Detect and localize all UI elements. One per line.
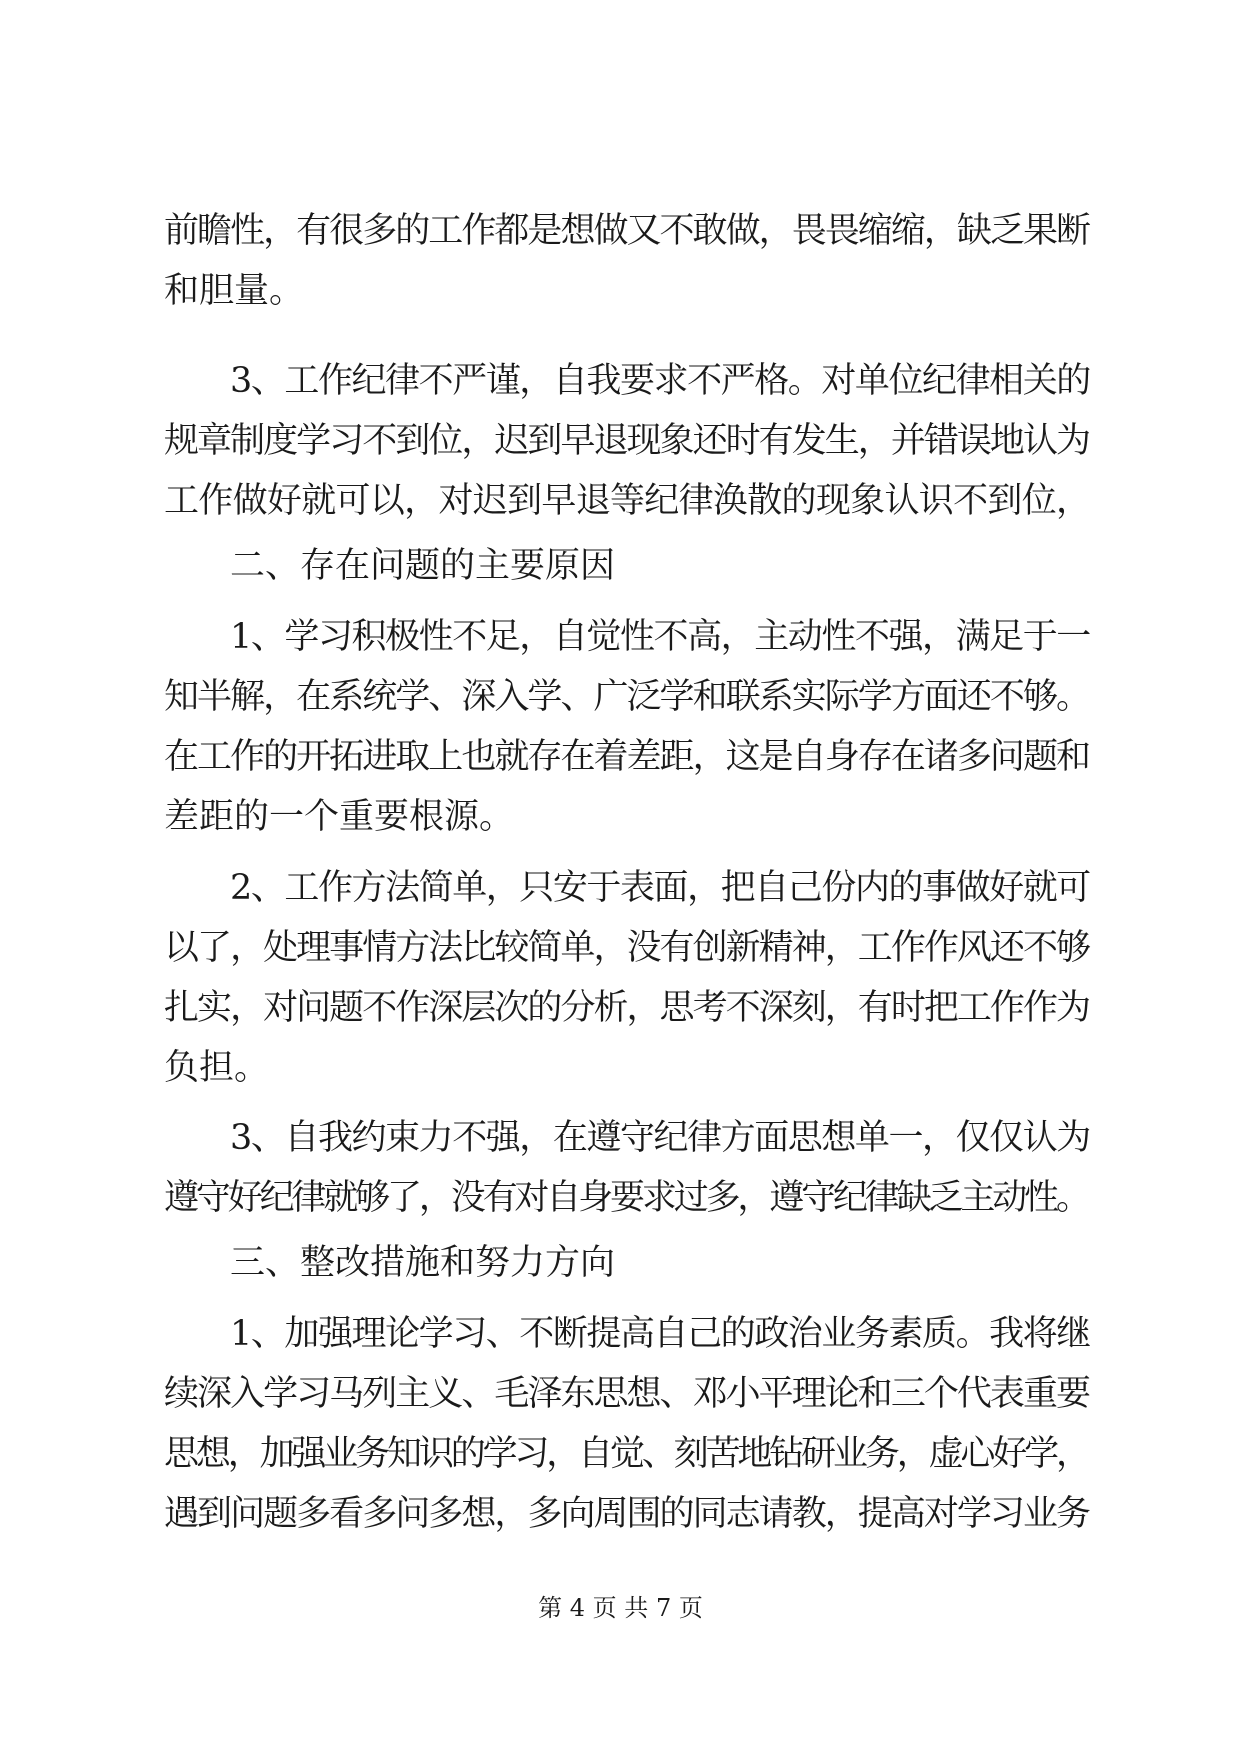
- text-line: 规章制度学习不到位，迟到早退现象还时有发生，并错误地认为: [164, 421, 1090, 461]
- text-line: 遵守好纪律就够了，没有对自身要求过多，遵守纪律缺乏主动性。: [164, 1178, 1088, 1218]
- text-line: 差距的一个重要根源。: [164, 797, 515, 837]
- text-line: 以了，处理事情方法比较简单，没有创新精神，工作作风还不够: [164, 928, 1090, 968]
- text-line: 工作做好就可以，对迟到早退等纪律涣散的现象认识不到位，: [164, 481, 1091, 521]
- text-line: 1、学习积极性不足，自觉性不高，主动性不强，满足于一: [230, 617, 1090, 657]
- text-line: 思想，加强业务知识的学习，自觉、刻苦地钻研业务，虚心好学，: [164, 1434, 1088, 1474]
- page-number-footer: 第 4 页 共 7 页: [538, 1594, 703, 1622]
- text-line: 续深入学习马列主义、毛泽东思想、邓小平理论和三个代表重要: [164, 1374, 1090, 1414]
- text-line: 知半解，在系统学、深入学、广泛学和联系实际学方面还不够。: [164, 677, 1090, 717]
- text-line: 在工作的开拓进取上也就存在着差距，这是自身存在诸多问题和: [164, 737, 1090, 777]
- text-line: 遇到问题多看多问多想，多向周围的同志请教，提高对学习业务: [164, 1494, 1090, 1534]
- text-line: 和胆量。: [164, 271, 305, 311]
- text-line: 1、加强理论学习、不断提高自己的政治业务素质。我将继: [230, 1314, 1090, 1354]
- text-line: 负担。: [164, 1048, 270, 1088]
- text-line: 扎实，对问题不作深层次的分析，思考不深刻，有时把工作作为: [164, 988, 1090, 1028]
- text-line: 前瞻性，有很多的工作都是想做又不敢做，畏畏缩缩，缺乏果断: [164, 211, 1090, 251]
- text-line: 2、工作方法简单，只安于表面，把自己份内的事做好就可: [230, 868, 1090, 908]
- text-line: 3、工作纪律不严谨，自我要求不严格。对单位纪律相关的: [230, 361, 1090, 401]
- text-line: 3、自我约束力不强，在遵守纪律方面思想单一，仅仅认为: [230, 1118, 1090, 1158]
- section-heading: 二、存在问题的主要原因: [230, 546, 616, 586]
- section-heading: 三、整改措施和努力方向: [230, 1243, 616, 1283]
